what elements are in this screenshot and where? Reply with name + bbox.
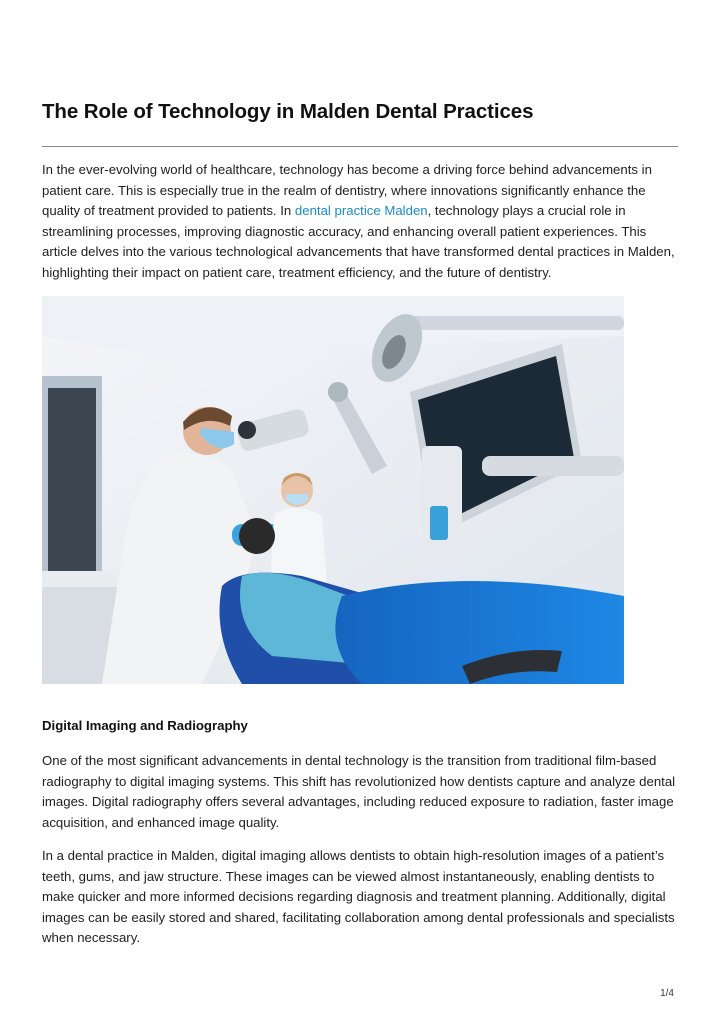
body-paragraph-malden-imaging: In a dental practice in Malden, digital imaging allows dentists to obtain high-resolution images of a patient’s teeth, gums, and jaw structure. These images can be viewed almost instantaneously, enabling dentists to make quicker and more informed decisions regarding diagnosis and treatment planning. Additionally, digital images can be easily stored and shared, facilitating collaboration among dental professionals and specialists when necessary. bbox=[42, 848, 675, 945]
title-divider bbox=[42, 146, 678, 147]
body-paragraph-digital-radiography: One of the most significant advancements in dental technology is the transition from traditional film-based radiography to digital imaging systems. This shift has revolutionized how dentists capture and analyze dental images. Digital radiography offers several advantages, including reduced exposure to radiation, faster image acquisition, and enhanced image quality. bbox=[42, 753, 676, 830]
intro-text-before-link: In the ever-evolving world of healthcare, technology has become a driving force behind advancements in patient care. This is especially true in the realm of dentistry, where innovations significantly enhance the quality of treatment provided to patients. In bbox=[42, 162, 652, 218]
section-heading-digital-imaging: Digital Imaging and Radiography bbox=[42, 718, 248, 733]
intro-paragraph bbox=[42, 160, 682, 283]
dental-clinic-photo bbox=[42, 296, 624, 684]
page-number: 1/4 bbox=[660, 988, 674, 999]
article-title: The Role of Technology in Malden Dental Practices bbox=[42, 100, 534, 123]
intro-text-after-link: , technology plays a crucial role in streamlining processes, improving diagnostic accuracy, and enhancing overall patient experiences. This article delves into the various technological advancements that have transformed dental practices in Malden, highlighting their impact on patient care, treatment efficiency, and the future of dentistry. bbox=[42, 203, 675, 280]
dental-practice-malden-link[interactable]: dental practice Malden bbox=[294, 203, 428, 218]
